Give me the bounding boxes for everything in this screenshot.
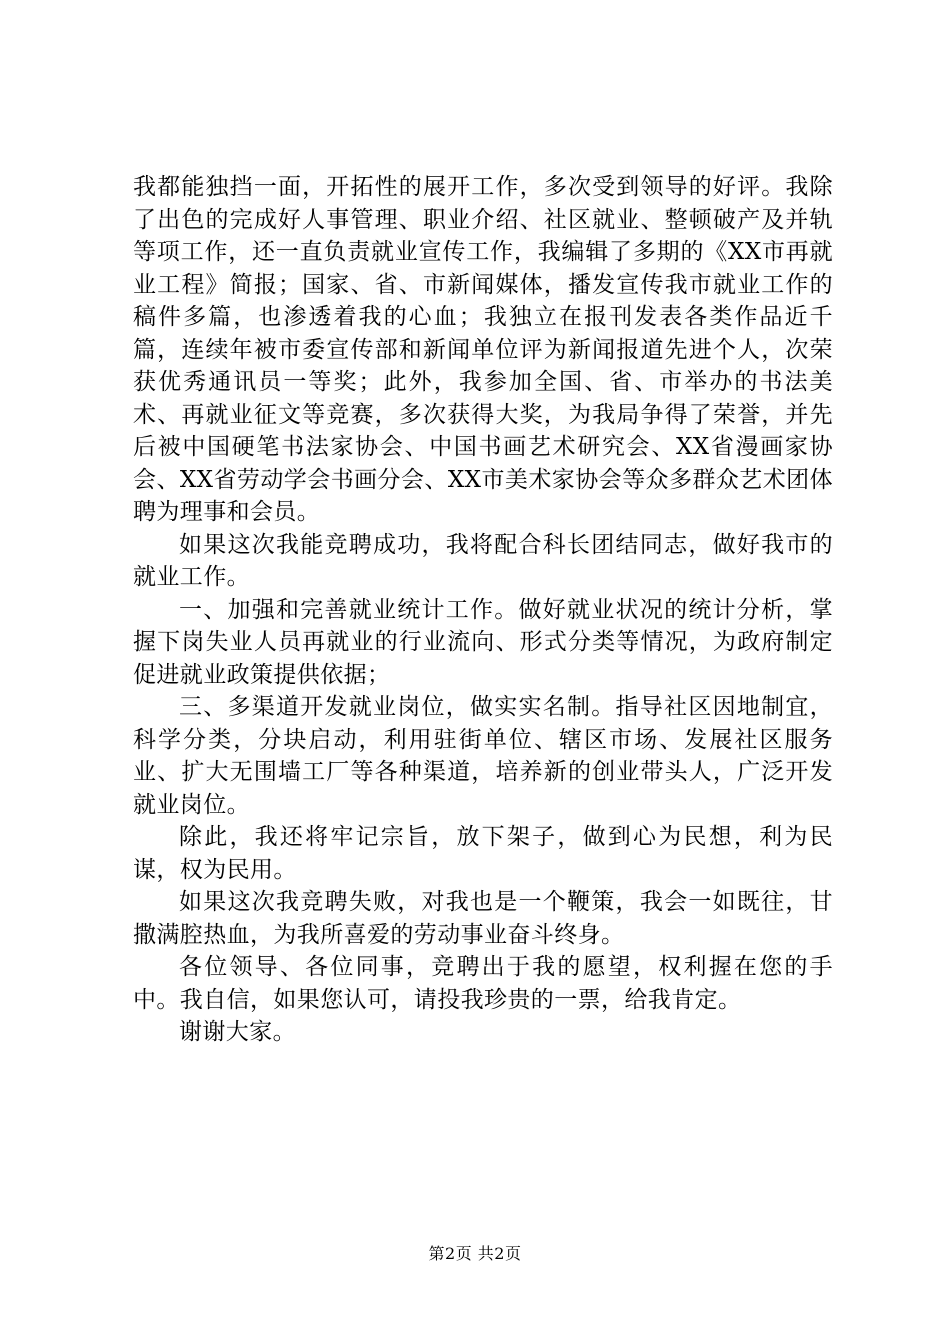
paragraph: 除此，我还将牢记宗旨，放下架子，做到心为民想，利为民谋，权为民用。 (133, 824, 833, 883)
paragraph: 三、多渠道开发就业岗位，做实实名制。指导社区因地制宜，科学分类，分块启动，利用驻街单位、辖区市场、发展社区服务业、扩大无围墙工厂等各种渠道，培养新的创业带头人，广泛开发就业岗位。 (133, 694, 833, 818)
paragraph: 如果这次我能竞聘成功，我将配合科长团结同志，做好我市的就业工作。 (133, 531, 833, 590)
page-number-footer: 第2页 共2页 (428, 1244, 522, 1263)
paragraph: 各位领导、各位同事，竞聘出于我的愿望，权利握在您的手中。我自信，如果您认可，请投我珍贵的一票，给我肯定。 (133, 954, 833, 1013)
paragraph: 一、加强和完善就业统计工作。做好就业状况的统计分析，掌握下岗失业人员再就业的行业流向、形式分类等情况，为政府制定促进就业政策提供依据； (133, 596, 833, 688)
paragraph: 如果这次我竞聘失败，对我也是一个鞭策，我会一如既往，甘撒满腔热血，为我所喜爱的劳动事业奋斗终身。 (133, 889, 833, 948)
document-body (133, 171, 833, 1049)
paragraph-closing: 谢谢大家。 (179, 1019, 296, 1045)
paragraph-continued: 我都能独挡一面，开拓性的展开工作，多次受到领导的好评。我除了出色的完成好人事管理、职业介绍、社区就业、整顿破产及并轨等项工作，还一直负责就业宣传工作，我编辑了多期的《XX市再就业工程》简报；国家、省、市新闻媒体，播发宣传我市就业工作的稿件多篇，也渗透着我的心血；我独立在报刊发表各类作品近千篇，连续年被市委宣传部和新闻单位评为新闻报道先进个人，次荣获优秀通讯员一等奖；此外，我参加全国、省、市举办的书法美术、再就业征文等竞赛，多次获得大奖，为我局争得了荣誉，并先后被中国硬笔书法家协会、中国书画艺术研究会、XX省漫画家协会、XX省劳动学会书画分会、XX市美术家协会等众多群众艺术团体聘为理事和会员。 (133, 174, 833, 525)
